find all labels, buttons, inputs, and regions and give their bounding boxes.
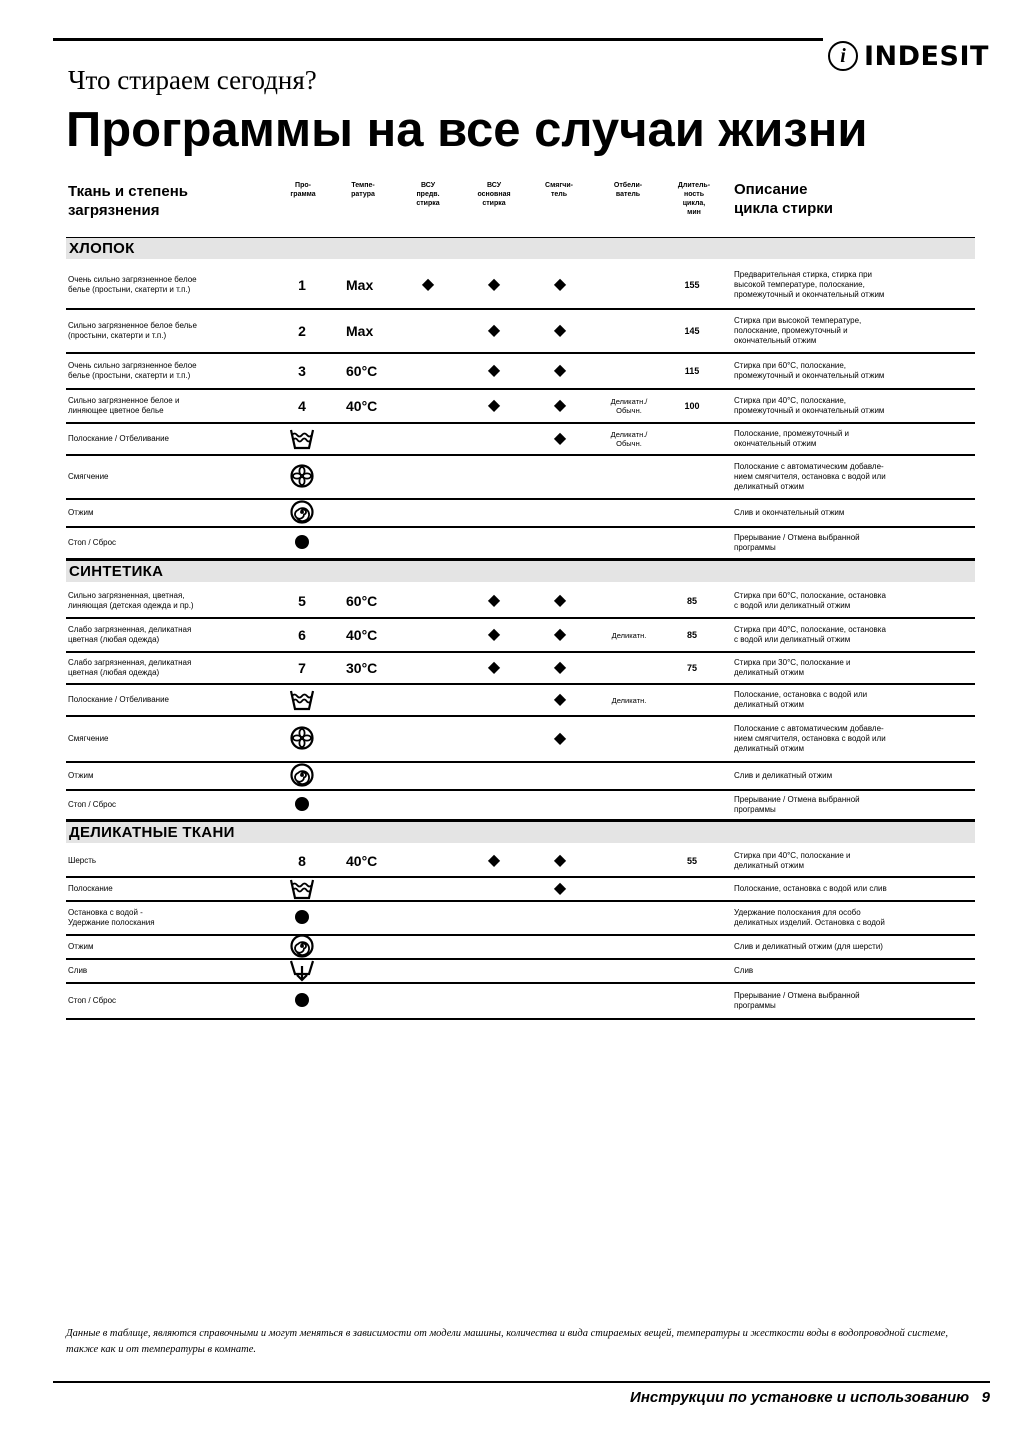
description-cell: Прерывание / Отмена выбранной программы [734,533,860,552]
page-footer [630,1387,990,1409]
drain-icon [289,958,315,985]
table-row [66,310,975,354]
description-cell: Полоскание, остановка с водой или слив [734,884,887,893]
footnote: Данные в таблице, являются справочными и могут меняться в зависимости от модели машины, количества и вида стираемых вещей, температуры и жесткости воды в водопроводной системе, также как и от температуры в комнате. [66,1328,949,1355]
top-rule [53,38,823,41]
prewash-mark [418,902,438,934]
table-row [66,902,975,936]
softener-mark: ◆ [553,322,567,339]
bleach-cell [594,878,664,900]
softener-mark [550,456,570,498]
bleach-cell [594,262,664,308]
program-cell [288,902,316,934]
mainwash-mark: ◆ [487,852,501,869]
mainwash-mark: ◆ [487,322,501,339]
duration-cell [676,984,708,1018]
temperature-cell [346,936,406,958]
temperature-cell [346,456,406,498]
bleach-cell: Деликатн. [611,695,647,705]
mainwash-mark [484,500,504,526]
header-description: Описание цикла стирки [734,181,833,217]
temperature-cell: 60°C [346,363,378,379]
bottom-rule [53,1381,990,1383]
duration-cell [676,424,708,454]
bleach-cell [594,960,664,982]
table-row [66,424,975,456]
program-cell: 6 [298,627,306,643]
program-cell [288,456,316,498]
duration-cell: 100 [684,401,700,411]
prewash-mark [418,791,438,819]
description-cell: Слив и деликатный отжим (для шерсти) [734,942,883,951]
table-row [66,653,975,685]
mainwash-mark [484,424,504,454]
table-row [66,936,975,960]
table-row [66,763,975,791]
program-cell [288,878,316,900]
softener-mark: ◆ [553,430,567,447]
duration-cell [676,456,708,498]
temperature-cell: Max [346,277,374,293]
description-cell: Стирка при 30°C, полоскание и деликатный отжим [734,658,851,677]
duration-cell [676,717,708,761]
description-cell: Слив и окончательный отжим [734,508,845,517]
fabric-cell: Смягчение [68,734,109,743]
temperature-cell [346,424,406,454]
softener-mark: ◆ [553,592,567,609]
temperature-cell [346,763,406,789]
mainwash-mark [484,685,504,715]
prewash-mark [418,585,438,617]
description-cell: Стирка при 60°C, полоскание, промежуточный и окончательный отжим [734,361,885,380]
fabric-cell: Отжим [68,771,94,780]
section-title: ДЕЛИКАТНЫЕ ТКАНИ [69,824,235,841]
program-cell [288,936,316,958]
softener-mark [550,528,570,558]
table-row [66,717,975,763]
bleach-cell [594,528,664,558]
description-cell: Слив [734,966,754,975]
prewash-mark [418,936,438,958]
description-cell: Прерывание / Отмена выбранной программы [734,795,860,814]
program-cell [288,791,316,819]
temperature-cell [346,878,406,900]
spin-icon [289,763,315,790]
mainwash-mark [484,936,504,958]
fabric-cell: Очень сильно загрязненное белое белье (простыни, скатерти и т.п.) [68,275,197,294]
program-cell [288,424,316,454]
softener-icon [289,464,315,491]
description-cell: Полоскание с автоматическим добавле- нием смягчителя, остановка с водой или деликатный отжим [734,462,886,491]
description-cell: Стирка при высокой температуре, полоскание, промежуточный и окончательный отжим [734,316,862,345]
duration-cell [676,902,708,934]
stop-icon [289,905,315,932]
prewash-mark [418,528,438,558]
header-prewash: ВСУ предв. стирка [416,182,440,207]
bleach-cell [594,763,664,789]
stop-icon [289,530,315,557]
page-subtitle: Что стираем сегодня? [68,65,317,95]
softener-mark: ◆ [553,730,567,747]
mainwash-mark [484,717,504,761]
section-title: ХЛОПОК [69,240,135,257]
duration-cell: 55 [686,856,697,866]
spin-icon [289,934,315,961]
section-header [66,237,975,259]
bleach-cell: Деликатн. [611,630,647,640]
brand-logo [828,38,989,74]
bleach-cell [594,310,664,352]
fabric-cell: Слив [68,966,88,975]
mainwash-mark [484,960,504,982]
table-row [66,354,975,390]
temperature-cell [346,984,406,1018]
bleach-cell [594,354,664,388]
program-cell: 4 [298,398,306,414]
description-cell: Полоскание, промежуточный и окончательный отжим [734,429,850,448]
fabric-cell: Очень сильно загрязненное белое белье (простыни, скатерти и т.п.) [68,361,197,380]
header-temperature: Темпе- ратура [351,182,375,198]
softener-mark [550,936,570,958]
brand-name: INDESIT [864,40,989,72]
bleach-cell [594,984,664,1018]
program-cell: 2 [298,323,306,339]
header-program: Про- грамма [290,182,316,198]
mainwash-mark: ◆ [487,626,501,643]
spin-icon [289,500,315,527]
fabric-cell: Стоп / Сброс [68,538,117,547]
mainwash-mark [484,791,504,819]
program-cell: 7 [298,660,306,676]
description-cell: Полоскание с автоматическим добавле- нием смягчителя, остановка с водой или деликатный отжим [734,724,886,753]
program-cell [288,763,316,789]
softener-mark: ◆ [553,852,567,869]
prewash-mark [418,390,438,422]
table-row [66,685,975,717]
duration-cell: 85 [686,630,697,640]
prewash-mark [418,984,438,1018]
softener-icon [289,726,315,753]
description-cell: Предварительная стирка, стирка при высокой температуре, полоскание, промежуточный и окончательный отжим [734,270,885,299]
duration-cell: 115 [684,366,700,376]
fabric-cell: Слабо загрязненная, деликатная цветная (любая одежда) [68,658,192,677]
bleach-cell: Деликатн./ Обычн. [610,397,648,415]
mainwash-mark [484,528,504,558]
temperature-cell: Max [346,323,374,339]
rinse-icon [289,426,315,453]
description-cell: Стирка при 40°C, полоскание, остановка с водой или деликатный отжим [734,625,886,644]
description-cell: Удержание полоскания для особо деликатных изделий. Остановка с водой [734,908,885,927]
table-header [66,178,975,236]
duration-cell [676,500,708,526]
table-row [66,500,975,528]
table-row [66,390,975,424]
softener-mark: ◆ [553,397,567,414]
temperature-cell [346,685,406,715]
prewash-mark [418,354,438,388]
duration-cell: 145 [684,326,700,336]
softener-mark [550,902,570,934]
prewash-mark [418,878,438,900]
page-title: Программы на все случаи жизни [66,103,868,157]
table-row [66,878,975,902]
table-row [66,528,975,560]
duration-cell: 75 [686,663,697,673]
program-cell: 8 [298,853,306,869]
prewash-mark [418,619,438,651]
prewash-mark [418,500,438,526]
duration-cell [676,936,708,958]
section-header [66,821,975,843]
mainwash-mark [484,902,504,934]
duration-cell: 155 [684,280,700,290]
temperature-cell: 60°C [346,593,378,609]
program-cell [288,960,316,982]
duration-cell: 85 [686,596,697,606]
fabric-cell: Отжим [68,508,94,517]
mainwash-mark [484,763,504,789]
softener-mark [550,984,570,1018]
program-cell: 3 [298,363,306,379]
prewash-mark [418,653,438,683]
description-cell: Слив и деликатный отжим [734,771,833,780]
table-row [66,456,975,500]
temperature-cell [346,717,406,761]
softener-mark: ◆ [553,880,567,897]
fabric-cell: Шерсть [68,856,97,865]
fabric-cell: Полоскание / Отбеливание [68,695,170,704]
bleach-cell [594,846,664,876]
mainwash-mark: ◆ [487,592,501,609]
prewash-mark [418,310,438,352]
prewash-mark [418,424,438,454]
softener-mark [550,500,570,526]
section-header [66,560,975,582]
prewash-mark [418,717,438,761]
duration-cell [676,791,708,819]
footer-text: Инструкции по установке и использованию [630,1389,970,1406]
header-softener: Смягчи- тель [545,182,573,198]
temperature-cell [346,500,406,526]
header-mainwash: ВСУ основная стирка [477,182,511,207]
mainwash-mark [484,878,504,900]
description-cell: Прерывание / Отмена выбранной программы [734,991,860,1010]
temperature-cell: 40°C [346,627,378,643]
temperature-cell: 30°C [346,660,378,676]
page-number: 9 [981,1389,990,1406]
fabric-cell: Остановка с водой - Удержание полоскания [68,908,155,927]
brand-mark-icon: i [828,41,858,71]
header-duration: Длитель- ность цикла, мин [677,182,711,216]
prewash-mark [418,846,438,876]
mainwash-mark [484,984,504,1018]
mainwash-mark: ◆ [487,659,501,676]
prewash-mark [418,960,438,982]
program-cell [288,685,316,715]
fabric-cell: Сильно загрязненное белое и линяющее цветное белье [68,396,180,415]
bleach-cell [594,902,664,934]
stop-icon [289,792,315,819]
softener-mark: ◆ [553,659,567,676]
description-cell: Стирка при 60°C, полоскание, остановка с водой или деликатный отжим [734,591,886,610]
softener-mark [550,791,570,819]
fabric-cell: Сильно загрязненное белое белье (простыни, скатерти и т.п.) [68,321,197,340]
table-row [66,846,975,878]
softener-mark: ◆ [553,691,567,708]
rinse-icon [289,876,315,903]
duration-cell [676,878,708,900]
header-bleach: Отбели- ватель [613,182,643,198]
softener-mark [550,960,570,982]
fabric-cell: Стоп / Сброс [68,800,117,809]
bleach-cell [594,500,664,526]
table-row [66,960,975,984]
fabric-cell: Полоскание [68,884,113,893]
softener-mark [550,763,570,789]
duration-cell [676,685,708,715]
section-title: СИНТЕТИКА [69,563,164,580]
temperature-cell [346,528,406,558]
program-cell: 1 [298,277,306,293]
bleach-cell [594,653,664,683]
softener-mark: ◆ [553,626,567,643]
program-cell [288,528,316,558]
program-cell [288,500,316,526]
table-row [66,619,975,653]
fabric-cell: Отжим [68,942,94,951]
duration-cell [676,960,708,982]
temperature-cell [346,791,406,819]
mainwash-mark: ◆ [487,397,501,414]
prewash-mark [418,763,438,789]
prewash-mark [418,456,438,498]
table-row [66,585,975,619]
fabric-cell: Полоскание / Отбеливание [68,434,170,443]
stop-icon [289,988,315,1015]
duration-cell [676,528,708,558]
bleach-cell: Деликатн./ Обычн. [610,430,648,448]
temperature-cell [346,960,406,982]
mainwash-mark: ◆ [487,276,501,293]
fabric-cell: Слабо загрязненная, деликатная цветная (любая одежда) [68,625,192,644]
header-fabric: Ткань и степень загрязнения [68,183,188,219]
rinse-icon [289,687,315,714]
mainwash-mark [484,456,504,498]
softener-mark: ◆ [553,276,567,293]
bleach-cell [594,717,664,761]
table-row [66,984,975,1020]
prewash-mark [418,685,438,715]
program-cell: 5 [298,593,306,609]
description-cell: Стирка при 40°C, полоскание и деликатный отжим [734,851,851,870]
fabric-cell: Стоп / Сброс [68,996,117,1005]
temperature-cell: 40°C [346,853,378,869]
fabric-cell: Сильно загрязненная, цветная, линяющая (детская одежда и пр.) [68,591,194,610]
duration-cell [676,763,708,789]
table-row [66,791,975,821]
description-cell: Полоскание, остановка с водой или деликатный отжим [734,690,868,709]
temperature-cell [346,902,406,934]
prewash-mark: ◆ [421,276,435,293]
table-row [66,262,975,310]
temperature-cell: 40°C [346,398,378,414]
description-cell: Стирка при 40°C, полоскание, промежуточный и окончательный отжим [734,396,885,415]
program-cell [288,717,316,761]
bleach-cell [594,936,664,958]
bleach-cell [594,585,664,617]
program-cell [288,984,316,1018]
bleach-cell [594,791,664,819]
fabric-cell: Смягчение [68,472,109,481]
bleach-cell [594,456,664,498]
softener-mark: ◆ [553,362,567,379]
mainwash-mark: ◆ [487,362,501,379]
